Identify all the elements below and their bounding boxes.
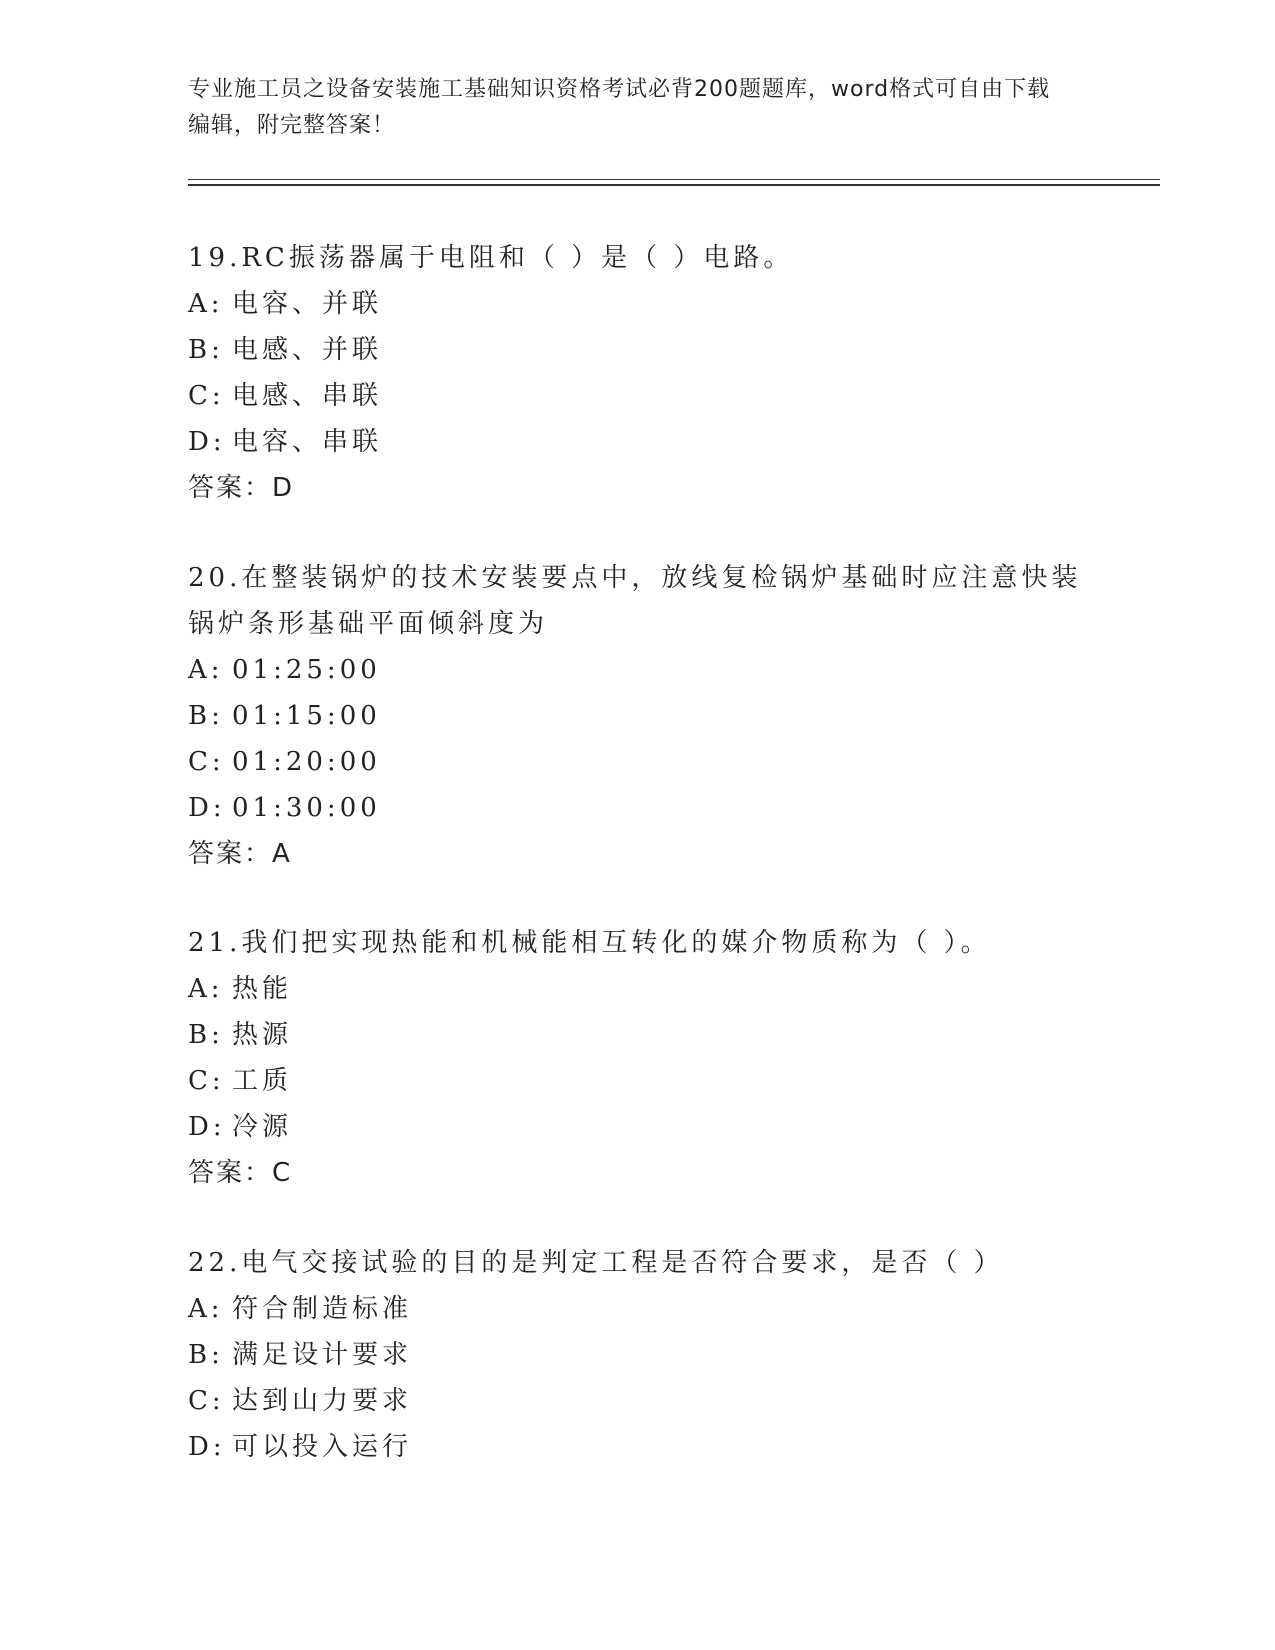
option-key: D: xyxy=(188,793,226,823)
option-d xyxy=(188,1104,1088,1150)
option-key: B: xyxy=(188,335,224,365)
option-c xyxy=(188,1378,1088,1424)
option-key: B: xyxy=(188,1340,224,1370)
answer-line: 答案：D xyxy=(188,473,295,503)
question-text: 21.我们把实现热能和机械能相互转化的媒介物质称为（ ）。 xyxy=(188,928,991,958)
option-c xyxy=(188,739,1088,785)
option-d xyxy=(188,419,1088,465)
option-key: C: xyxy=(188,381,225,411)
option-text: 01:25:00 xyxy=(232,655,381,685)
option-b xyxy=(188,1332,1088,1378)
option-d xyxy=(188,1424,1088,1470)
question-text: 20.在整装锅炉的技术安装要点中，放线复检锅炉基础时应注意快装锅炉条形基础平面倾斜度为 xyxy=(188,563,1082,639)
question-20 xyxy=(188,555,1088,877)
option-a xyxy=(188,966,1088,1012)
option-d xyxy=(188,785,1088,831)
option-text: 电感、串联 xyxy=(232,381,383,411)
question-text: 22.电气交接试验的目的是判定工程是否符合要求，是否（ ） xyxy=(188,1248,1004,1278)
option-text: 电容、串联 xyxy=(232,427,383,457)
option-key: C: xyxy=(188,747,225,777)
option-text: 热源 xyxy=(232,1020,293,1050)
option-key: D: xyxy=(188,427,226,457)
answer-line: 答案：A xyxy=(188,839,292,869)
question-text: 19.RC振荡器属于电阻和（ ）是（ ）电路。 xyxy=(188,243,794,273)
document-header: 专业施工员之设备安装施工基础知识资格考试必背200题题库，word格式可自由下载编辑，附完整答案！ xyxy=(188,77,1051,138)
option-key: A: xyxy=(188,974,224,1004)
option-key: B: xyxy=(188,1020,224,1050)
option-key: D: xyxy=(188,1112,226,1142)
question-19 xyxy=(188,235,1088,511)
header-divider-thin xyxy=(188,179,1160,180)
option-text: 达到山力要求 xyxy=(232,1386,413,1416)
option-key: C: xyxy=(188,1066,225,1096)
option-key: A: xyxy=(188,655,224,685)
option-a xyxy=(188,281,1088,327)
option-b xyxy=(188,1012,1088,1058)
option-c xyxy=(188,373,1088,419)
option-key: D: xyxy=(188,1432,226,1462)
option-a xyxy=(188,647,1088,693)
option-key: A: xyxy=(188,1294,224,1324)
option-c xyxy=(188,1058,1088,1104)
question-22 xyxy=(188,1240,1088,1470)
header-divider-thick xyxy=(188,184,1160,186)
option-text: 满足设计要求 xyxy=(232,1340,413,1370)
option-text: 电容、并联 xyxy=(232,289,383,319)
option-b xyxy=(188,327,1088,373)
option-text: 符合制造标准 xyxy=(232,1294,413,1324)
answer-line: 答案：C xyxy=(188,1158,293,1188)
option-b xyxy=(188,693,1088,739)
option-key: A: xyxy=(188,289,224,319)
option-text: 工质 xyxy=(232,1066,293,1096)
option-text: 01:30:00 xyxy=(232,793,381,823)
option-key: C: xyxy=(188,1386,225,1416)
question-21 xyxy=(188,920,1088,1196)
option-text: 电感、并联 xyxy=(232,335,383,365)
option-key: B: xyxy=(188,701,224,731)
option-text: 热能 xyxy=(232,974,293,1004)
option-text: 01:20:00 xyxy=(232,747,381,777)
option-text: 01:15:00 xyxy=(232,701,381,731)
option-a xyxy=(188,1286,1088,1332)
option-text: 可以投入运行 xyxy=(232,1432,413,1462)
option-text: 冷源 xyxy=(232,1112,293,1142)
